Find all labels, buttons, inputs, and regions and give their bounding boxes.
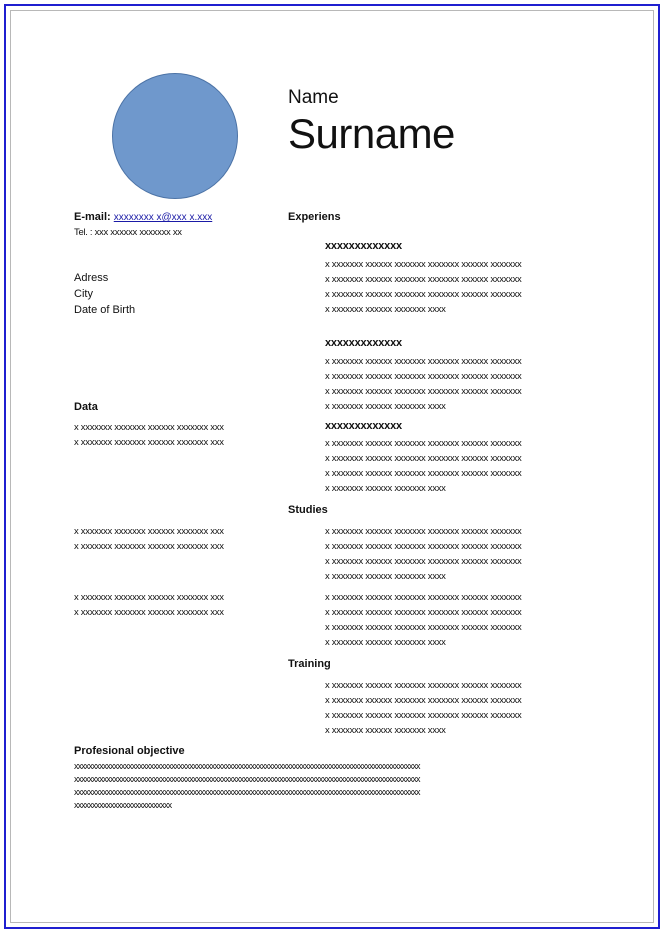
text-line: x xxxxxxx xxxxxx xxxxxxx xxxxxxx xxxxxx xxxxxxx bbox=[325, 438, 522, 449]
text-line: x xxxxxxx xxxxxx xxxxxxx xxxxxxx xxxxxx xxxxxxx bbox=[325, 356, 522, 367]
text-line: x xxxxxxx xxxxxx xxxxxxx xxxxxxx xxxxxx xxxxxxx bbox=[325, 289, 522, 300]
text-line: x xxxxxxx xxxxxx xxxxxxx xxxxxxx xxxxxx xxxxxxx bbox=[325, 607, 522, 618]
first-name: Name bbox=[288, 87, 339, 108]
text-line: x xxxxxxx xxxxxx xxxxxxx xxxx bbox=[325, 304, 446, 315]
studies-title: Studies bbox=[288, 504, 328, 516]
phone-number: Tel. : xxx xxxxxx xxxxxxx xx bbox=[74, 227, 182, 238]
studies-text bbox=[325, 590, 522, 650]
text-line: x xxxxxxx xxxxxx xxxxxxx xxxxxxx xxxxxx xxxxxxx bbox=[325, 592, 522, 603]
text-line: x xxxxxxx xxxxxx xxxxxxx xxxxxxx xxxxxx xxxxxxx bbox=[325, 453, 522, 464]
text-line: xxxxxxxxxxxxxxxxxxxxxxxxxxxxxxxxxxxxxxxxxxxxxxxxxxxxxxxxxxxxxxxxxxxxxxxxxxxxxxxxxxxxxxxxxxxxxxxx bbox=[74, 774, 420, 784]
surname: Surname bbox=[288, 110, 455, 157]
email-label: E-mail: bbox=[74, 211, 111, 223]
address: Adress bbox=[74, 272, 109, 284]
left-line: x xxxxxxx xxxxxxx xxxxxx xxxxxxx xxx bbox=[74, 526, 224, 537]
text-line: x xxxxxxx xxxxxx xxxxxxx xxxxxxx xxxxxx xxxxxxx bbox=[325, 710, 522, 721]
left-line: x xxxxxxx xxxxxxx xxxxxx xxxxxxx xxx bbox=[74, 607, 224, 618]
text-line: x xxxxxxx xxxxxx xxxxxxx xxxxxxx xxxxxx xxxxxxx bbox=[325, 468, 522, 479]
text-line: xxxxxxxxxxxxxxxxxxxxxxxxxxxxxxxxxxxxxxxxxxxxxxxxxxxxxxxxxxxxxxxxxxxxxxxxxxxxxxxxxxxxxxxxxxxxxxxx bbox=[74, 787, 420, 797]
date-of-birth: Date of Birth bbox=[74, 304, 136, 316]
text-line: x xxxxxxx xxxxxx xxxxxxx xxxxxxx xxxxxx xxxxxxx bbox=[325, 259, 522, 270]
experience-entry-heading: xxxxxxxxxxxxx bbox=[325, 337, 402, 349]
text-line: x xxxxxxx xxxxxx xxxxxxx xxxxxxx xxxxxx xxxxxxx bbox=[325, 386, 522, 397]
text-line: x xxxxxxx xxxxxx xxxxxxx xxxx bbox=[325, 571, 446, 582]
text-line: x xxxxxxx xxxxxx xxxxxxx xxxx bbox=[325, 637, 446, 648]
text-line: x xxxxxxx xxxxxx xxxxxxx xxxxxxx xxxxxx xxxxxxx bbox=[325, 371, 522, 382]
training-text bbox=[325, 678, 522, 738]
data-line: x xxxxxxx xxxxxxx xxxxxx xxxxxxx xxx bbox=[74, 422, 224, 433]
text-line: x xxxxxxx xxxxxx xxxxxxx xxxx bbox=[325, 725, 446, 736]
text-line: x xxxxxxx xxxxxx xxxxxxx xxxxxxx xxxxxx xxxxxxx bbox=[325, 274, 522, 285]
text-line: x xxxxxxx xxxxxx xxxxxxx xxxxxxx xxxxxx xxxxxxx bbox=[325, 526, 522, 537]
text-line: x xxxxxxx xxxxxx xxxxxxx xxxxxxx xxxxxx xxxxxxx bbox=[325, 680, 522, 691]
experience-entry-heading: xxxxxxxxxxxxx bbox=[325, 240, 402, 252]
left-text-block bbox=[74, 590, 224, 620]
profile-photo-placeholder bbox=[112, 73, 238, 199]
objective-text bbox=[74, 760, 600, 812]
email-link[interactable]: xxxxxxxx x@xxx x.xxx bbox=[113, 212, 213, 223]
left-line: x xxxxxxx xxxxxxx xxxxxx xxxxxxx xxx bbox=[74, 592, 224, 603]
email-line bbox=[74, 209, 212, 226]
experience-title: Experiens bbox=[288, 211, 341, 223]
data-section-text bbox=[74, 420, 224, 450]
text-line: xxxxxxxxxxxxxxxxxxxxxxxxxxxxxxxxxxxxxxxxxxxxxxxxxxxxxxxxxxxxxxxxxxxxxxxxxxxxxxxxxxxxxxxxxxxxxxxx bbox=[74, 761, 420, 771]
text-line: x xxxxxxx xxxxxx xxxxxxx xxxxxxx xxxxxx xxxxxxx bbox=[325, 622, 522, 633]
left-text-block bbox=[74, 524, 224, 554]
experience-entry-text bbox=[325, 354, 522, 414]
text-line: x xxxxxxx xxxxxx xxxxxxx xxxx bbox=[325, 401, 446, 412]
experience-entry-text bbox=[325, 436, 522, 496]
left-line: x xxxxxxx xxxxxxx xxxxxx xxxxxxx xxx bbox=[74, 541, 224, 552]
text-line: x xxxxxxx xxxxxx xxxxxxx xxxx bbox=[325, 483, 446, 494]
training-title: Training bbox=[288, 658, 331, 670]
objective-title: Profesional objective bbox=[74, 745, 185, 757]
text-line: x xxxxxxx xxxxxx xxxxxxx xxxxxxx xxxxxx xxxxxxx bbox=[325, 541, 522, 552]
text-line: xxxxxxxxxxxxxxxxxxxxxxxxxxx bbox=[74, 800, 172, 810]
text-line: x xxxxxxx xxxxxx xxxxxxx xxxxxxx xxxxxx xxxxxxx bbox=[325, 695, 522, 706]
data-section-title: Data bbox=[74, 401, 98, 413]
text-line: x xxxxxxx xxxxxx xxxxxxx xxxxxxx xxxxxx xxxxxxx bbox=[325, 556, 522, 567]
data-line: x xxxxxxx xxxxxxx xxxxxx xxxxxxx xxx bbox=[74, 437, 224, 448]
experience-entry-text bbox=[325, 257, 522, 317]
city: City bbox=[74, 288, 93, 300]
experience-entry-heading: xxxxxxxxxxxxx bbox=[325, 420, 402, 432]
studies-text bbox=[325, 524, 522, 584]
